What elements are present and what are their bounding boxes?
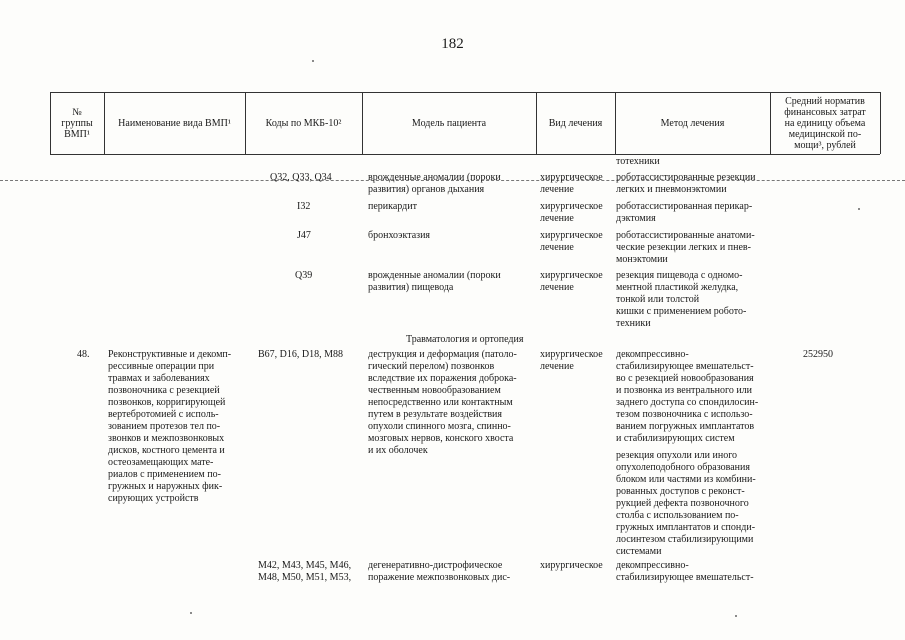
method-line: дэктомия: [616, 213, 656, 224]
patient-model-line: врожденные аномалии (пороки: [368, 270, 501, 281]
patient-model-line: врожденные аномалии (пороки: [368, 172, 501, 183]
icd-codes-line: M48, M50, M51, M53,: [258, 572, 352, 583]
method-line: и стабилизирующих систем: [616, 433, 735, 444]
header-cost-line: Средний норматив: [785, 95, 865, 107]
treatment-type-line: лечение: [540, 184, 574, 195]
header-group-number-line: №: [72, 106, 82, 118]
method-line: монэктомии: [616, 254, 668, 265]
method-line: системами: [616, 546, 662, 557]
header-treatment-method: Метод лечения: [660, 117, 725, 129]
method-line: роботассистированные резекции: [616, 172, 756, 183]
method-line: и позвонка из вентрального или: [616, 385, 753, 396]
treatment-type-line: хирургическое: [540, 270, 603, 281]
header-patient-model: Модель пациента: [411, 117, 487, 129]
header-cost-line: медицинской по-: [788, 128, 862, 140]
method-line: резекция пищевода с одномо-: [616, 270, 743, 281]
method-line: техники: [616, 318, 651, 329]
header-group-number-line: ВМП¹: [64, 128, 90, 140]
method-line: заднего доступа со спондилосин-: [616, 397, 759, 408]
method-line: кишки с применением робото-: [616, 306, 747, 317]
patient-model-line: развития) органов дыхания: [368, 184, 485, 195]
vmp-name-line: звонков и межпозвонковых: [108, 433, 225, 444]
method-line: блоком или частями из комбини-: [616, 474, 756, 485]
method-continuation: тотехники: [616, 156, 660, 167]
method-line: стабилизирующее вмешательст-: [616, 572, 754, 583]
patient-model-line: мозговых нервов, конского хвоста: [368, 433, 514, 444]
treatment-type-line: лечение: [540, 213, 574, 224]
patient-model-line: чественным новообразованием: [368, 385, 501, 396]
method-line: ментной пластикой желудка,: [616, 282, 739, 293]
method-line: стабилизирующее вмешательст-: [616, 361, 754, 372]
scan-speck: [858, 208, 860, 210]
vmp-name-line: рессивные операции при: [108, 361, 215, 372]
vmp-name-line: позвоночника с резекцией: [108, 385, 220, 396]
treatment-type-line: хирургическое: [540, 201, 603, 212]
cost-value: 252950: [803, 349, 833, 360]
method-line: декомпрессивно-: [616, 349, 689, 360]
treatment-type-line: хирургическое: [540, 172, 603, 183]
group-number: 48.: [77, 349, 90, 360]
method-line: рованных доступов с реконст-: [616, 486, 745, 497]
method-line: резекция опухоли или иного: [616, 450, 738, 461]
icd-codes-cell: Q32, Q33, Q34: [270, 172, 332, 183]
method-line: во с резекцией новообразования: [616, 373, 754, 384]
patient-model-line: бронхоэктазия: [368, 230, 431, 241]
method-line: ванием погружных имплантатов: [616, 421, 755, 432]
scan-speck: [735, 615, 737, 617]
patient-model-line: непосредственно или контактным: [368, 397, 513, 408]
header-cost-norm: [770, 92, 880, 154]
icd-codes-cell: J47: [297, 230, 311, 241]
patient-model-line: перикардит: [368, 201, 417, 212]
patient-model-line: дегенеративно-дистрофическое: [368, 560, 503, 571]
header-group-number: [50, 92, 104, 154]
method-line: роботассистированная перикар-: [616, 201, 753, 212]
treatment-type-line: хирургическое: [540, 560, 603, 571]
header-treatment-type: Вид лечения: [548, 117, 603, 129]
method-line: опухолеподобного образования: [616, 462, 750, 473]
method-line: рукцией дефекта позвоночного: [616, 498, 749, 509]
vmp-name-line: зованием протезов тел по-: [108, 421, 221, 432]
method-line: легких и пневмонэктомии: [616, 184, 727, 195]
method-line: тонкой или толстой: [616, 294, 700, 305]
vmp-name-line: риалов с применением по-: [108, 469, 221, 480]
vmp-name-line: травмах и заболеваниях: [108, 373, 210, 384]
patient-model-line: вследствие их поражения доброка-: [368, 373, 517, 384]
patient-model-line: развития) пищевода: [368, 282, 454, 293]
icd-codes-cell: B67, D16, D18, M88: [258, 349, 344, 360]
table-header-bottom-border: [50, 154, 880, 155]
icd-codes-cell: I32: [297, 201, 311, 212]
vmp-name-line: гружных и наружных фик-: [108, 481, 223, 492]
treatment-type-line: хирургическое: [540, 349, 603, 360]
section-title: Травматология и ортопедия: [406, 334, 524, 345]
scan-speck: [190, 612, 192, 614]
header-border-right: [880, 92, 881, 154]
method-line: декомпрессивно-: [616, 560, 689, 571]
patient-model-line: гический перелом) позвонков: [368, 361, 495, 372]
vmp-name-line: Реконструктивные и декомп-: [108, 349, 232, 360]
treatment-type-line: лечение: [540, 242, 574, 253]
treatment-type-line: лечение: [540, 282, 574, 293]
method-line: гружных имплантатов и спонди-: [616, 522, 756, 533]
header-icd-codes: Коды по МКБ-10²: [265, 117, 342, 129]
header-cost-line: финансовых затрат: [784, 106, 866, 118]
header-cost-line: мощи³, рублей: [794, 139, 856, 151]
icd-codes-cell: Q39: [295, 270, 313, 281]
scan-speck: [312, 60, 314, 62]
patient-model-line: и их оболочек: [368, 445, 428, 456]
patient-model-line: деструкция и деформация (патоло-: [368, 349, 517, 360]
icd-codes-line: M42, M43, M45, M46,: [258, 560, 352, 571]
vmp-name-line: позвонков, корригирующей: [108, 397, 226, 408]
vmp-name-line: сирующих устройств: [108, 493, 199, 504]
patient-model-line: опухоли спинного мозга, спинно-: [368, 421, 511, 432]
method-line: лосинтезом стабилизирующими: [616, 534, 754, 545]
header-group-number-line: группы: [61, 117, 93, 129]
patient-model-line: путем в результате воздействия: [368, 409, 503, 420]
method-line: роботассистированные анатоми-: [616, 230, 755, 241]
vmp-name-line: остеозамещающих мате-: [108, 457, 214, 468]
treatment-type-line: хирургическое: [540, 230, 603, 241]
vmp-name-line: вертебротомией с исполь-: [108, 409, 219, 420]
treatment-type-line: лечение: [540, 361, 574, 372]
header-vmp-name: Наименование вида ВМП¹: [118, 117, 231, 129]
method-line: тезом позвоночника с использо-: [616, 409, 753, 420]
patient-model-line: поражение межпозвонковых дис-: [368, 572, 511, 583]
header-cost-line: на единицу объема: [784, 117, 866, 129]
method-line: столба с использованием по-: [616, 510, 739, 521]
method-line: ческие резекции легких и пнев-: [616, 242, 751, 253]
vmp-name-line: дисков, костного цемента и: [108, 445, 225, 456]
page-number: 182: [441, 36, 464, 52]
